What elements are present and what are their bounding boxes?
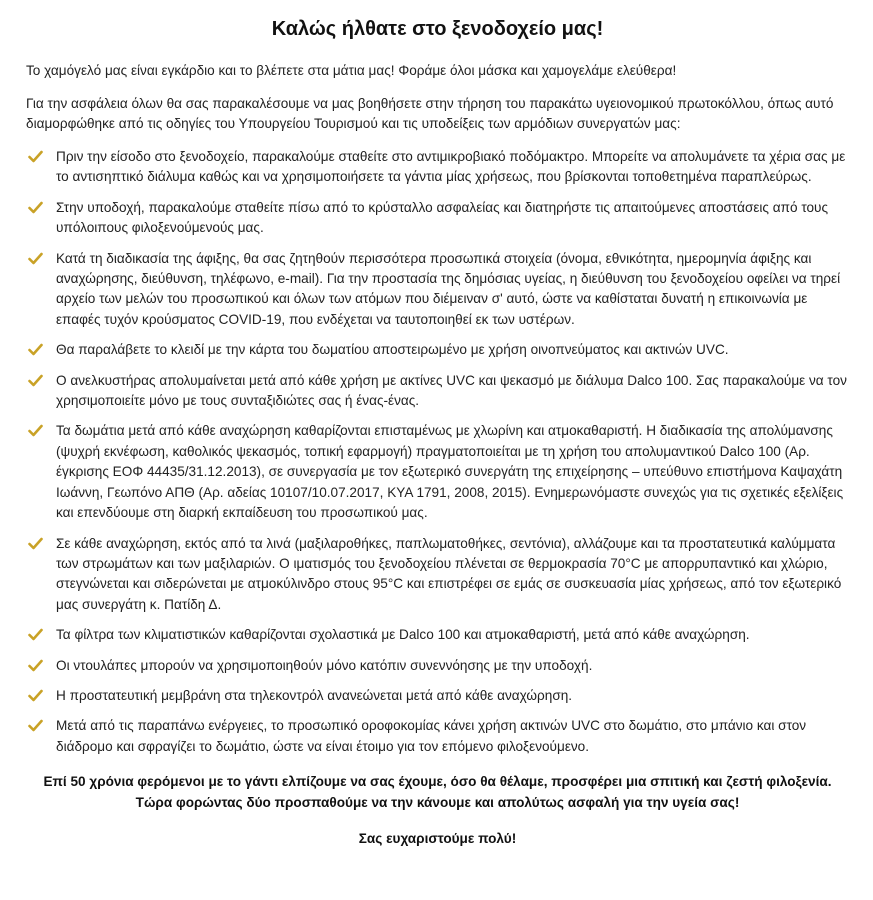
list-item bbox=[26, 656, 849, 676]
page-title: Καλώς ήλθατε στο ξενοδοχείο μας! bbox=[271, 18, 604, 40]
list-item bbox=[26, 534, 849, 616]
list-item bbox=[26, 198, 849, 239]
check-icon bbox=[28, 252, 43, 265]
list-item-text: Κατά τη διαδικασία της άφιξης, θα σας ζητηθούν περισσότερα προσωπικά στοιχεία (όνομα, εθνικότητα, ημερομηνία άφιξης και αναχώρησης, διεύθυνση, τηλέφωνο, e-mail). Για την προστασία της δημόσιας υγείας, η διεύθυνση του ξενοδοχείου οφείλει να τηρεί αρχείο των μελών του προσωπικού και όλων των ατόμων που διέμειναν σ' αυτό, ώστε να καθίσταται δυνατή η επικοινωνία με επαφές τυχόν κρούσματος COVID-19, που ενδέχεται να ταυτοποιηθεί εκ των υστέρων. bbox=[56, 250, 841, 327]
check-icon bbox=[28, 689, 43, 702]
list-item bbox=[26, 147, 849, 188]
list-item bbox=[26, 686, 849, 706]
list-item bbox=[26, 340, 849, 360]
check-icon bbox=[28, 537, 43, 550]
list-item-text: Ο ανελκυστήρας απολυμαίνεται μετά από κάθε χρήση με ακτίνες UVC και ψεκασμό με διάλυμα Dalco 100. Σας παρακαλούμε να τον χρησιμοποιείτε μόνο με τους συνταξιδιώτες σας ή ένας-ένας. bbox=[56, 372, 847, 409]
list-item bbox=[26, 249, 849, 331]
list-item-text: Σε κάθε αναχώρηση, εκτός από τα λινά (μαξιλαροθήκες, παπλωματοθήκες, σεντόνια), αλλάζουμε και τα προστατευτικά καλύμματα των στρωμάτων και των μαξιλαριών. Ο ιματισμός του ξενοδοχείου πλένεται σε θερμοκρασία 70°C με απορρυπαντικό και χλώριο, στεγνώνεται και σιδερώνεται με ατμοκύλινδρο στους 95°C και επιστρέφει σε εμάς σε συσκευασία μίας χρήσεως, από τον εξωτερικό μας συνεργάτη κ. Πατίδη Δ. bbox=[56, 535, 842, 612]
list-item-text: Πριν την είσοδο στο ξενοδοχείο, παρακαλούμε σταθείτε στο αντιμικροβιακό ποδόμακτρο. Μπορείτε να απολυμάνετε τα χέρια σας με το αντισηπτικό διάλυμα καθώς και να χρησιμοποιήσετε τα γάντια μίας χρήσεως, που βρίσκονται τοποθετημένα παραπλεύρως. bbox=[56, 149, 846, 185]
instructions-paragraph: Για την ασφάλεια όλων θα σας παρακαλέσουμε να μας βοηθήσετε στην τήρηση του παρακάτω υγειονομικού πρωτοκόλλου, όπως αυτό διαμορφώθηκε από τις οδηγίες του Υπουργείου Τουρισμού και τις υποδείξεις των αρμόδιων συνεργατών μας: bbox=[26, 96, 834, 131]
check-icon bbox=[28, 719, 43, 732]
check-icon bbox=[28, 343, 43, 356]
check-icon bbox=[28, 659, 43, 672]
check-icon bbox=[28, 374, 43, 387]
list-item bbox=[26, 421, 849, 523]
closing-paragraph: Επί 50 χρόνια φερόμενοι με το γάντι ελπίζουμε να σας έχουμε, όσο θα θέλαμε, προσφέρει μια σπιτική και ζεστή φιλοξενία. Τώρα φορώντας δύο προσπαθούμε να την κάνουμε και απολύτως ασφαλή για την υγεία σας! bbox=[43, 774, 832, 811]
thanks-text: Σας ευχαριστούμε πολύ! bbox=[358, 831, 517, 847]
list-item-text: Μετά από τις παραπάνω ενέργειες, το προσωπικό οροφοκομίας κάνει χρήση ακτινών UVC στο δωμάτιο, στο μπάνιο και στον διάδρομο και σφραγίζει το δωμάτιο, ώστε να είναι έτοιμο για τον επόμενο φιλοξενούμενο. bbox=[56, 718, 807, 754]
list-item-text: Τα φίλτρα των κλιματιστικών καθαρίζονται σχολαστικά με Dalco 100 και ατμοκαθαριστή, μετά από κάθε αναχώρηση. bbox=[56, 627, 750, 643]
list-item-text: Θα παραλάβετε το κλειδί με την κάρτα του δωματίου αποστειρωμένο με χρήση οινοπνεύματος και ακτινών UVC. bbox=[56, 342, 729, 358]
check-icon bbox=[28, 201, 43, 214]
check-icon bbox=[28, 628, 43, 641]
list-item-text: Οι ντουλάπες μπορούν να χρησιμοποιηθούν μόνο κατόπιν συνεννόησης με την υποδοχή. bbox=[56, 657, 593, 673]
protocol-list bbox=[26, 147, 849, 757]
intro-paragraph: Το χαμόγελό μας είναι εγκάρδιο και το βλέπετε στα μάτια μας! Φοράμε όλοι μάσκα και χαμογελάμε ελεύθερα! bbox=[26, 63, 677, 78]
check-icon bbox=[28, 150, 43, 163]
list-item bbox=[26, 716, 849, 757]
list-item bbox=[26, 371, 849, 412]
list-item-text: Τα δωμάτια μετά από κάθε αναχώρηση καθαρίζονται επισταμένως με χλωρίνη και ατμοκαθαριστή. Η διαδικασία της απολύμανσης (ψυχρή εκνέφωση, καθολικός ψεκασμός, τοπική εφαρμογή) πραγματοποιείται με τη χρήση του απολυμαντικού Dalco 100 (Αρ. έγκρισης ΕΟΦ 44435/31.12.2013), σε συνεργασία με τον εξωτερικό συνεργάτη της επιχείρησης – υπεύθυνο επιστήμονα Καψαχάτη Ιωάννη, Γεωπόνο ΑΠΘ (Αρ. αδείας 10107/10.07.2017, ΚΥΑ 1791, 2008, 2015). Ενημερωνόμαστε συνεχώς για τις σχετικές εξελίξεις και επενδύουμε στη διαρκή εκπαίδευση του προσωπικού μας. bbox=[56, 423, 844, 521]
check-icon bbox=[28, 424, 43, 437]
list-item bbox=[26, 625, 849, 645]
list-item-text: Η προστατευτική μεμβράνη στα τηλεκοντρόλ ανανεώνεται μετά από κάθε αναχώρηση. bbox=[56, 687, 573, 703]
list-item-text: Στην υποδοχή, παρακαλούμε σταθείτε πίσω από το κρύσταλλο ασφαλείας και διατηρήστε τις απαιτούμενες αποστάσεις από τους υπόλοιπους φιλοξενούμενούς μας. bbox=[56, 199, 829, 236]
